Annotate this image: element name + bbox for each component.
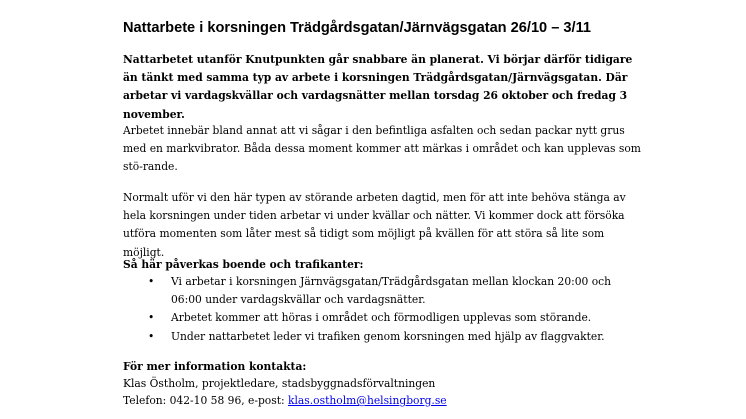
list-item-text: Vi arbetar i korsningen Järnvägsgatan/Trädgårdsgatan mellan klockan 20:00 och 06:00 under vardagskvällar och vardagsnätter. [171, 275, 612, 307]
impact-list [123, 273, 645, 346]
body-paragraph-1: Arbetet innebär bland annat att vi sågar i den befintliga asfalten och sedan packar nytt grus med en markvibrator. Båda dessa moment kommer att märkas i området och kan upplevas som stö-rande. [123, 124, 641, 174]
list-item-text: Arbetet kommer att höras i området och förmodligen upplevas som störande. [171, 311, 592, 325]
bullet-icon: • [148, 329, 155, 343]
list-item [123, 328, 645, 346]
list-item [123, 309, 645, 327]
contact-person: Klas Östholm, projektledare, stadsbyggnadsförvaltningen [123, 377, 436, 390]
contact-line [123, 392, 447, 410]
lead-paragraph: Nattarbetet utanför Knutpunkten går snabbare än planerat. Vi börjar därför tidigare än tänkt med samma typ av arbete i korsningen Trädgårdsgatan/Järnvägsgatan. Där arbetar vi vardagskvällar och vardagsnätter mellan torsdag 26 oktober och fredag 3 november. [123, 53, 633, 121]
contact-phone: Telefon: 042-10 58 96, e-post: [123, 394, 289, 407]
document-title: Nattarbete i korsningen Trädgårdsgatan/Järnvägsgatan 26/10 – 3/11 [123, 20, 591, 36]
email-link[interactable]: klas.ostholm@helsingborg.se [288, 394, 447, 407]
list-item-text: Under nattarbetet leder vi trafiken genom korsningen med hjälp av flaggvakter. [171, 329, 605, 343]
bullet-icon: • [148, 311, 155, 325]
body-paragraph-2: Normalt uför vi den här typen av störande arbeten dagtid, men för att inte behöva stänga av hela korsningen under tiden arbetar vi under kvällar och nätter. Vi kommer dock att försöka utföra momenten som låter mest så tidigt som möjligt på kvällen för att störa så lite som möjligt. [123, 191, 626, 259]
affected-heading: Så här påverkas boende och trafikanter: [123, 258, 364, 271]
bullet-icon: • [148, 275, 155, 288]
list-item [123, 273, 645, 309]
contact-heading: För mer information kontakta: [123, 360, 307, 373]
